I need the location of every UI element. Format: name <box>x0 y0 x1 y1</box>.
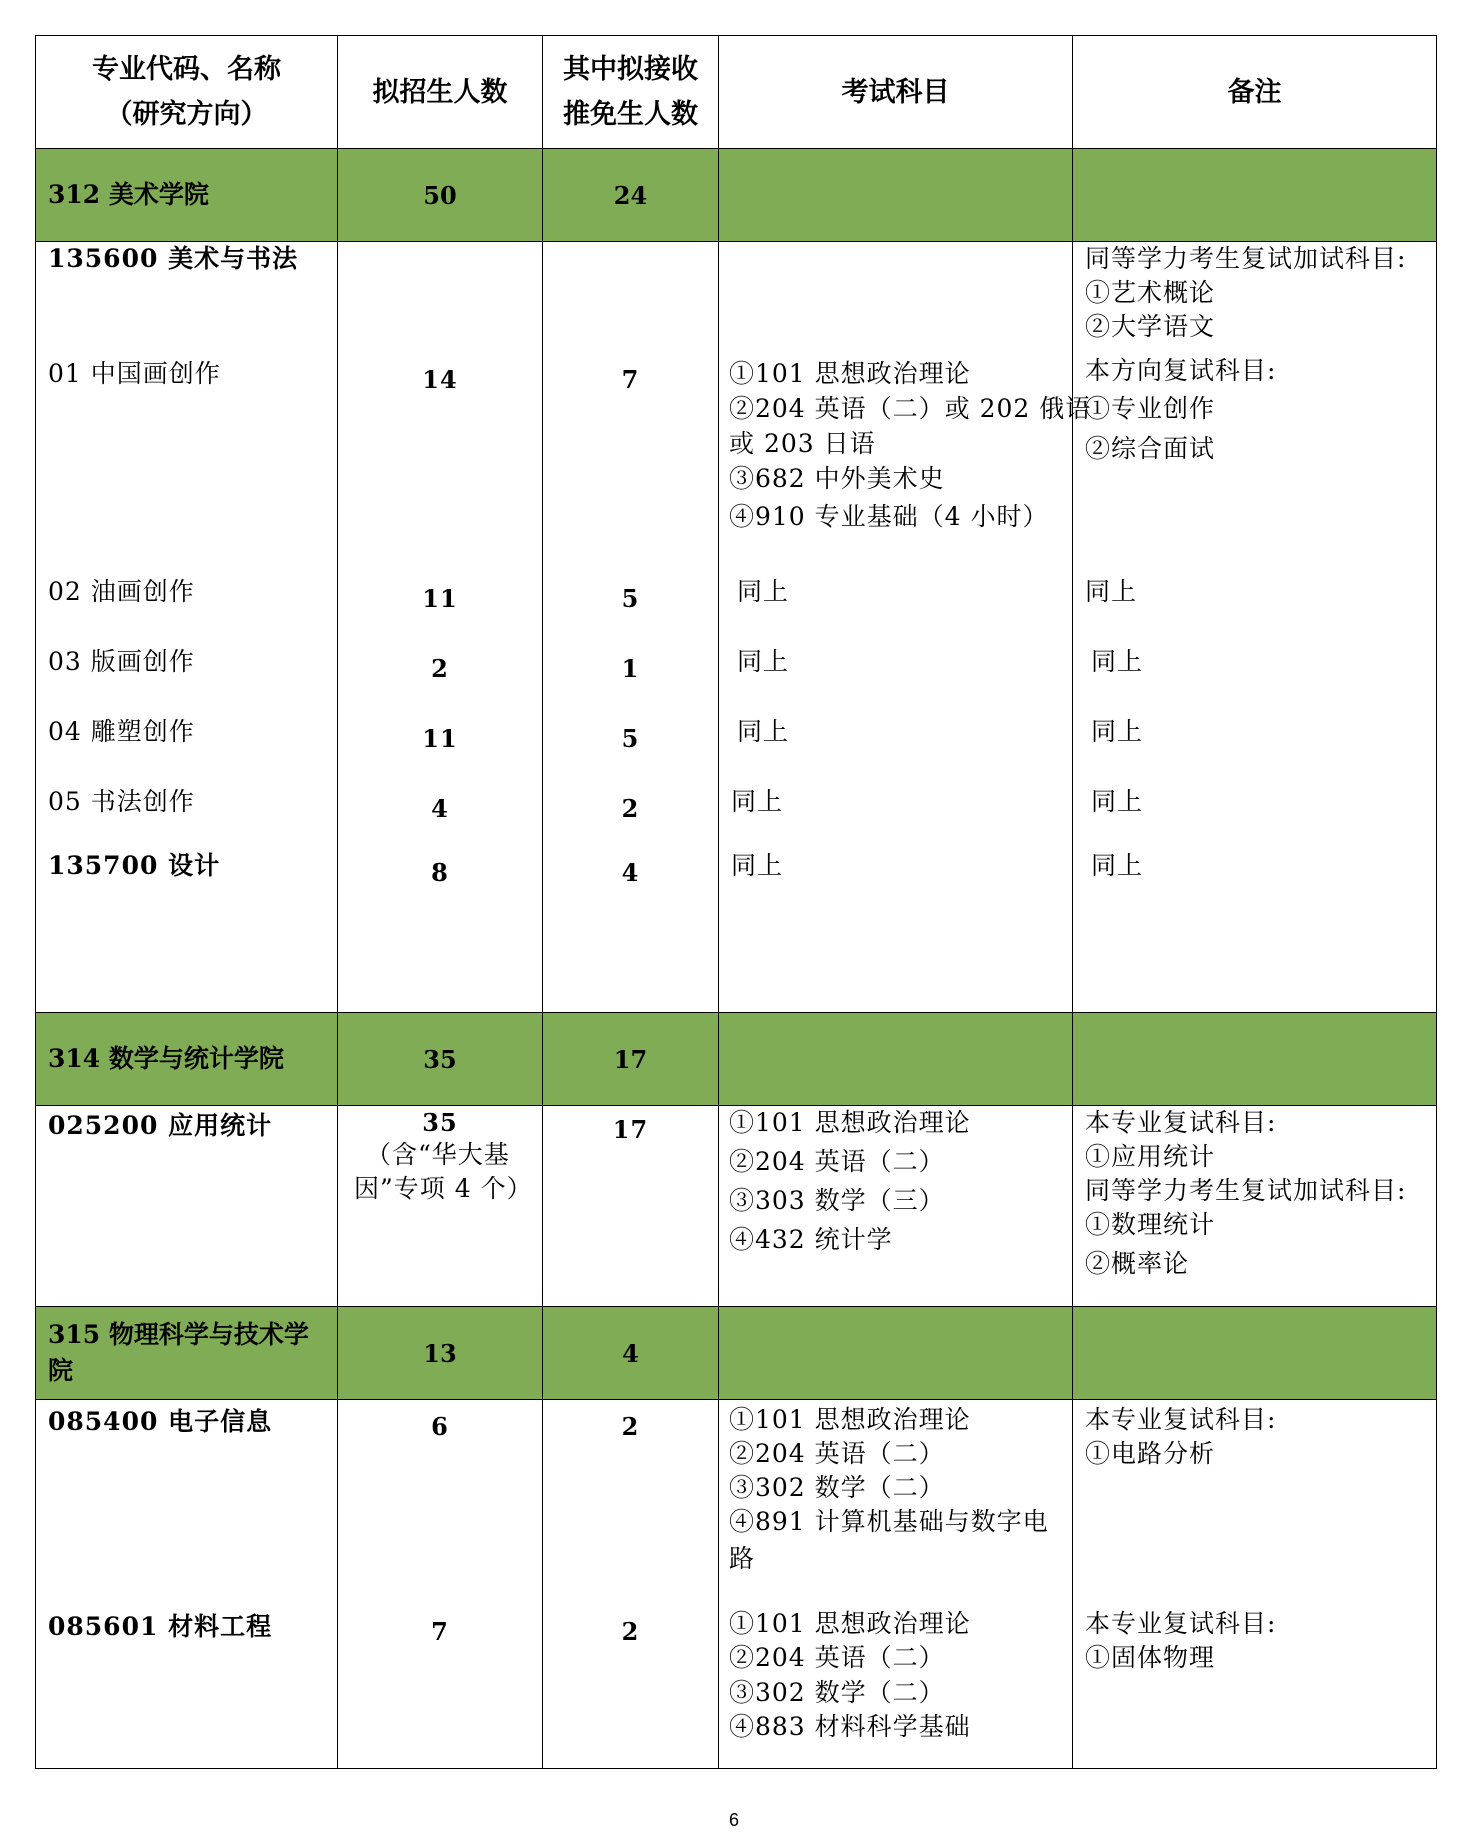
exam-line: ①101 思想政治理论 <box>729 1609 971 1638</box>
header-exempt: 其中拟接收 推免生人数 <box>543 36 719 149</box>
note-line: ①电路分析 <box>1085 1439 1216 1468</box>
note-line: 本专业复试科目: <box>1085 1405 1277 1434</box>
direction-04: 04 雕塑创作 <box>48 717 195 746</box>
header-quota: 拟招生人数 <box>338 36 543 149</box>
note-line: 同等学力考生复试加试科目: <box>1085 244 1407 273</box>
section-quota: 13 <box>338 1307 543 1400</box>
section-exempt: 17 <box>543 1013 719 1106</box>
body-block-312 <box>36 242 1437 1013</box>
body-block-315 <box>36 1400 1437 1769</box>
section-row-315 <box>36 1307 1437 1400</box>
exam-same: 同上 <box>737 577 790 606</box>
exam-same: 同上 <box>737 647 790 676</box>
exam-line: ②204 英语（二）或 202 俄语 <box>729 394 1092 423</box>
header-note: 备注 <box>1073 36 1437 149</box>
note-line: ①艺术概论 <box>1085 278 1216 307</box>
section-name: 314 数学与统计学院 <box>36 1013 338 1106</box>
note-line: ②大学语文 <box>1085 312 1216 341</box>
exam-line: ①101 思想政治理论 <box>729 1405 971 1434</box>
note-same: 同上 <box>1091 787 1144 816</box>
exempt-135700: 4 <box>621 858 640 887</box>
exam-line: ③302 数学（二） <box>729 1473 945 1502</box>
exempt-085601: 2 <box>621 1617 640 1646</box>
section-exempt: 4 <box>543 1307 719 1400</box>
major-135600: 135600 美术与书法 <box>48 244 299 273</box>
major-085400: 085400 电子信息 <box>48 1407 273 1436</box>
exam-line: ③302 数学（二） <box>729 1678 945 1707</box>
exam-line: 路 <box>729 1544 756 1573</box>
header-exam: 考试科目 <box>719 36 1073 149</box>
note-line: 本专业复试科目: <box>1085 1609 1277 1638</box>
note-same: 同上 <box>1091 647 1144 676</box>
quota-note: 因”专项 4 个） <box>354 1174 533 1203</box>
quota-025200: 35 <box>422 1108 458 1137</box>
note-line: ②概率论 <box>1085 1249 1190 1278</box>
exam-same: 同上 <box>731 787 784 816</box>
exam-line: ④432 统计学 <box>729 1225 893 1254</box>
major-025200: 025200 应用统计 <box>48 1111 273 1140</box>
exam-line: ①101 思想政治理论 <box>729 359 971 388</box>
quota-135700: 8 <box>431 858 449 887</box>
enrollment-table <box>35 35 1437 1769</box>
header-row <box>36 36 1437 149</box>
note-line: 本专业复试科目: <box>1085 1108 1277 1137</box>
section-name: 315 物理科学与技术学 院 <box>36 1307 338 1400</box>
note-line: ①固体物理 <box>1085 1643 1216 1672</box>
quota-085601: 7 <box>431 1617 449 1646</box>
header-major: 专业代码、名称 （研究方向） <box>36 36 338 149</box>
note-same: 同上 <box>1085 577 1138 606</box>
quota-085400: 6 <box>431 1412 449 1441</box>
exam-line: ④883 材料科学基础 <box>729 1712 971 1741</box>
major-135700: 135700 设计 <box>48 851 221 880</box>
section-quota: 35 <box>338 1013 543 1106</box>
exam-line: ③682 中外美术史 <box>729 464 945 493</box>
section-row-314 <box>36 1013 1437 1106</box>
note-line: 本方向复试科目: <box>1085 356 1277 385</box>
quota-05: 4 <box>431 794 449 823</box>
exam-line: ①101 思想政治理论 <box>729 1108 971 1137</box>
body-block-314 <box>36 1106 1437 1307</box>
quota-02: 11 <box>422 584 458 613</box>
note-same: 同上 <box>1091 851 1144 880</box>
quota-01: 14 <box>422 365 458 394</box>
exempt-025200: 17 <box>612 1115 649 1144</box>
note-line: ②综合面试 <box>1085 434 1216 463</box>
page-number: 6 <box>728 1810 739 1830</box>
note-line: ①数理统计 <box>1085 1210 1216 1239</box>
exempt-04: 5 <box>621 724 640 753</box>
note-line: ①应用统计 <box>1085 1142 1216 1171</box>
quota-note: （含“华大基 <box>366 1140 510 1169</box>
exam-line: 或 203 日语 <box>729 429 876 458</box>
exam-line: ②204 英语（二） <box>729 1439 945 1468</box>
direction-03: 03 版画创作 <box>48 647 195 676</box>
exempt-085400: 2 <box>621 1412 640 1441</box>
exam-same: 同上 <box>737 717 790 746</box>
exam-line: ②204 英语（二） <box>729 1643 945 1672</box>
section-row-312 <box>36 149 1437 242</box>
note-same: 同上 <box>1091 717 1144 746</box>
note-line: ①专业创作 <box>1085 394 1216 423</box>
direction-01: 01 中国画创作 <box>48 359 221 388</box>
quota-03: 2 <box>431 654 449 683</box>
exempt-03: 1 <box>621 654 640 683</box>
exam-line: ②204 英语（二） <box>729 1147 945 1176</box>
exam-line: ④891 计算机基础与数字电 <box>729 1507 1049 1536</box>
section-exempt: 24 <box>543 149 719 242</box>
exam-line: ④910 专业基础（4 小时） <box>729 502 1049 531</box>
exam-line: ③303 数学（三） <box>729 1186 945 1215</box>
exam-same: 同上 <box>731 851 784 880</box>
quota-04: 11 <box>422 724 458 753</box>
direction-02: 02 油画创作 <box>48 577 195 606</box>
section-name: 312 美术学院 <box>36 149 338 242</box>
major-085601: 085601 材料工程 <box>48 1612 273 1641</box>
exempt-02: 5 <box>621 584 640 613</box>
section-quota: 50 <box>338 149 543 242</box>
note-line: 同等学力考生复试加试科目: <box>1085 1176 1407 1205</box>
exempt-01: 7 <box>621 365 640 394</box>
exempt-05: 2 <box>621 794 640 823</box>
direction-05: 05 书法创作 <box>48 787 195 816</box>
